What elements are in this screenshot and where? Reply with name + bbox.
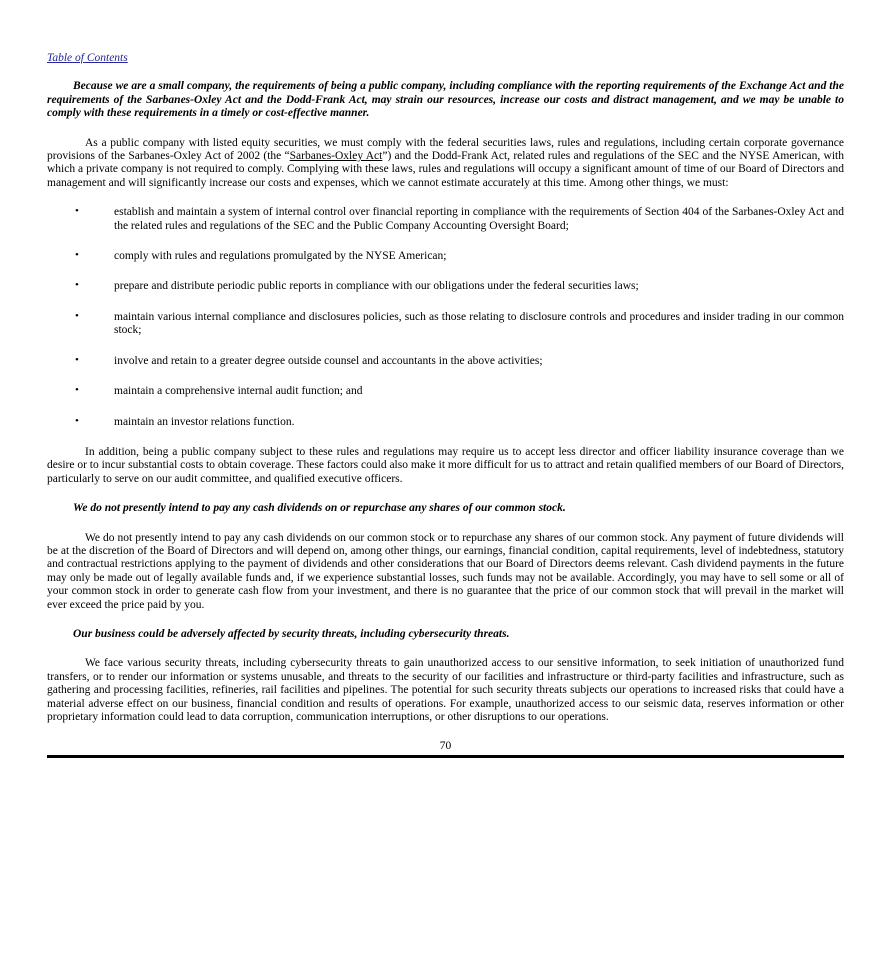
defined-term-sarbanes-oxley: Sarbanes-Oxley Act: [289, 150, 383, 163]
breadcrumb: [47, 52, 844, 65]
para-insurance: In addition, being a public company subject to these rules and regulations may require us to accept less director and officer liability insurance coverage than we desire or to incur substantial costs to obtain coverage. These factors could also make it more difficult for us to attract and retain qualified members of our Board of Directors, particularly to serve on our audit committee, and qualified executive officers.: [47, 445, 844, 485]
list-item: [47, 206, 844, 233]
bullet-icon: •: [75, 353, 79, 366]
para-text-post: ”) and the Dodd-Frank Act, related rules and regulations of the SEC and the NYSE American, with which a private company is not required to comply. Complying with these laws, rules and regulations will occupy a significant amount of time of our Board of Directors and management and will significantly increase our costs and expenses, which we cannot estimate accurately at this time. Among other things, we must:: [47, 150, 844, 189]
list-item: [47, 355, 844, 368]
bullet-icon: •: [75, 384, 79, 397]
list-item: [47, 280, 844, 293]
list-item-text: prepare and distribute periodic public reports in compliance with our obligations under the federal securities laws;: [114, 280, 639, 293]
page-footer: [47, 740, 844, 758]
risk-heading-dividends: We do not presently intend to pay any cash dividends on or repurchase any shares of our common stock.: [73, 502, 566, 515]
risk-heading-public-company: Because we are a small company, the requirements of being a public company, including compliance with the reporting requirements of the Exchange Act and the requirements of the Sarbanes-Oxley Act and the Dodd-Frank Act, may strain our resources, increase our costs and distract management, and we may be unable to comply with these requirements in a timely or cost-effective manner.: [47, 80, 844, 120]
bullet-icon: •: [75, 205, 79, 218]
bullet-icon: •: [75, 309, 79, 322]
list-item-text: establish and maintain a system of internal control over financial reporting in compliance with the requirements of Section 404 of the Sarbanes-Oxley Act and the related rules and regulations of the SEC and the Public Company Accounting Oversight Board;: [114, 206, 844, 232]
table-of-contents-link[interactable]: Table of Contents: [47, 52, 128, 64]
requirements-list: [47, 206, 844, 429]
bullet-icon: •: [75, 249, 79, 262]
risk-heading-security: Our business could be adversely affected by security threats, including cybersecurity threats.: [73, 627, 510, 640]
para-public-company: [47, 137, 844, 191]
list-item: [47, 250, 844, 263]
page-number: 70: [439, 740, 452, 753]
list-item: [47, 416, 844, 429]
list-item: [47, 385, 844, 398]
list-item: [47, 311, 844, 338]
bullet-icon: •: [75, 279, 79, 292]
list-item-text: maintain a comprehensive internal audit function; and: [114, 385, 363, 398]
para-security: We face various security threats, including cybersecurity threats to gain unauthorized access to our sensitive information, to seek initiation of unauthorized fund transfers, or to render our information or systems unusable, and threats to the security of our facilities and infrastructure or third-party facilities and infrastructure, such as gathering and processing facilities, refineries, rail facilities and pipelines. The potential for such security threats subjects our operations to increased risks that could have a material adverse effect on our business, financial condition and results of operations. For example, unauthorized access to our seismic data, reserves information or other proprietary information could lead to data corruption, communication interruptions, or other disruptions to our operations.: [47, 657, 844, 723]
footer-rule: [47, 755, 844, 758]
bullet-icon: •: [75, 414, 79, 427]
list-item-text: maintain an investor relations function.: [114, 415, 295, 428]
list-item-text: comply with rules and regulations promulgated by the NYSE American;: [114, 250, 447, 263]
list-item-text: involve and retain to a greater degree outside counsel and accountants in the above activities;: [114, 354, 543, 367]
para-text-pre: As a public company with listed equity securities, we must comply with the federal securities laws, rules and regulations, including certain corporate governance provisions of the Sarbanes-Oxley Act of 2002 (the “: [47, 136, 844, 163]
para-dividends: We do not presently intend to pay any cash dividends on our common stock or to repurchase any shares of our common stock. Any payment of future dividends will be at the discretion of the Board of Directors and will depend on, among other things, our earnings, financial condition, capital requirements, level of indebtedness, statutory and contractual restrictions applying to the payment of dividends and other considerations that our Board of Directors deems relevant. Cash dividend payments in the future may only be made out of legally available funds and, if we experience substantial losses, such funds may not be available. Accordingly, you may have to sell some or all of your common stock in order to generate cash flow from your investment, and there is no guarantee that the price of our common stock that will prevail in the market will ever exceed the price paid by you.: [47, 531, 844, 611]
list-item-text: maintain various internal compliance and disclosures policies, such as those relating to disclosure controls and procedures and insider trading in our common stock;: [114, 310, 844, 337]
